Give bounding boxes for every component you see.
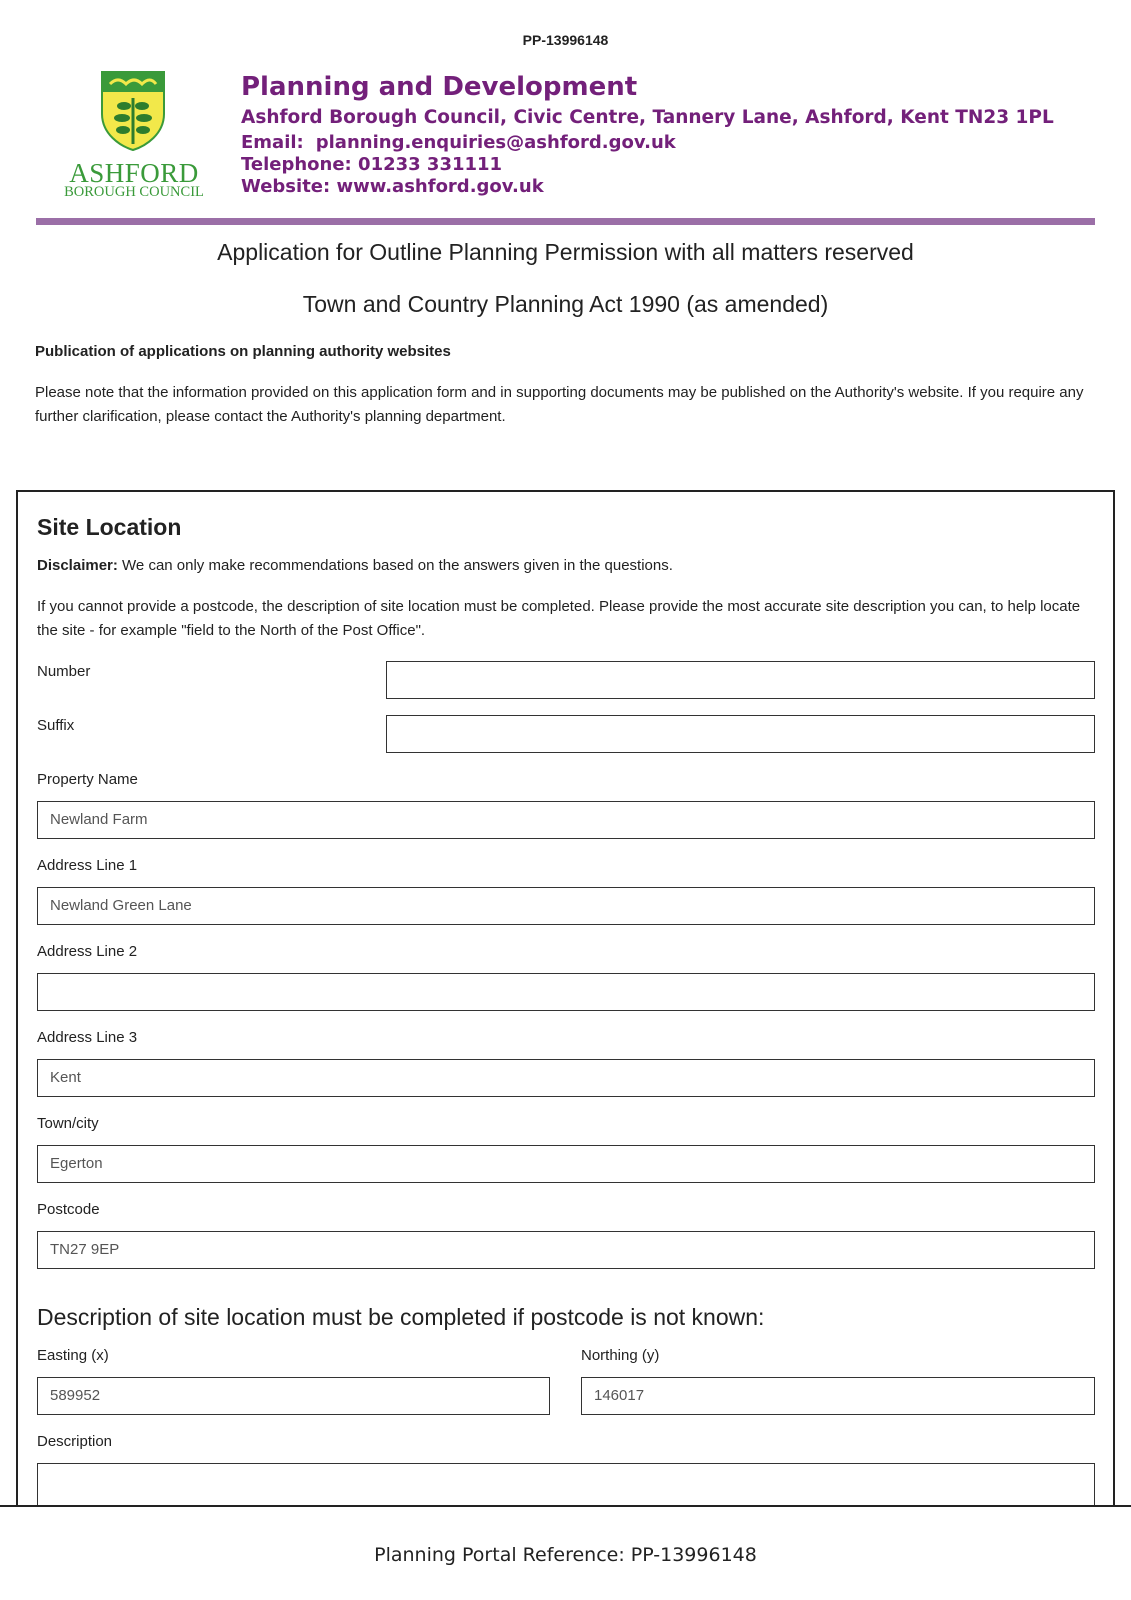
disclaimer-text: We can only make recommendations based on the answers given in the questions. [117,557,673,574]
number-label: Number [37,663,91,680]
address-line-1-field[interactable]: Newland Green Lane [37,887,1095,925]
property-name-label: Property Name [37,771,138,788]
council-logo [54,70,214,205]
logo-name: ASHFORD [69,158,199,188]
document-title: Application for Outline Planning Permission with all matters reserved [217,239,914,265]
postcode-field[interactable]: TN27 9EP [37,1231,1095,1269]
address-line-2-field[interactable] [37,973,1095,1011]
header-divider [36,218,1095,225]
document-act: Town and Country Planning Act 1990 (as amended) [302,291,829,317]
site-location-help: If you cannot provide a postcode, the description of site location must be completed. Please provide the most accurate site description you can, to help locate the site - for example "field to the North of the Post Office". [37,598,1081,639]
northing-label: Northing (y) [581,1347,660,1364]
footer-reference: Planning Portal Reference: PP-13996148 [374,1544,757,1566]
town-city-field[interactable]: Egerton [37,1145,1095,1183]
easting-label: Easting (x) [37,1347,109,1364]
telephone-number: 01233 331111 [358,154,503,175]
description-heading: Description of site location must be completed if postcode is not known: [37,1304,765,1330]
property-name-field[interactable]: Newland Farm [37,801,1095,839]
disclaimer [37,557,673,574]
publication-heading: Publication of applications on planning authority websites [35,343,451,360]
publication-text: Please note that the information provided on this application form and in supporting documents may be published on the Authority's website. If you require any further clarification, please contact the Authority's planning department. [35,384,1084,425]
easting-field[interactable]: 589952 [37,1377,550,1415]
header-address: Ashford Borough Council, Civic Centre, Tannery Lane, Ashford, Kent TN23 1PL [241,107,1054,128]
website-link[interactable]: www.ashford.gov.uk [336,176,544,197]
header-telephone-row [241,154,1054,176]
council-crest-icon [100,70,166,152]
number-field[interactable] [386,661,1095,699]
email-label: Email: [241,132,304,153]
header-email-row [241,132,1054,154]
address-line-3-label: Address Line 3 [37,1029,138,1046]
telephone-label: Telephone: [241,154,352,175]
reference-number: PP-13996148 [522,32,609,48]
disclaimer-label: Disclaimer: [37,557,118,574]
email-link[interactable]: planning.enquiries@ashford.gov.uk [315,132,676,153]
address-line-2-label: Address Line 2 [37,943,138,960]
section-title: Site Location [37,514,182,540]
suffix-label: Suffix [37,717,75,734]
address-line-1-label: Address Line 1 [37,857,138,874]
description-field[interactable] [37,1463,1095,1507]
header-website-row [241,176,1054,198]
town-city-label: Town/city [37,1115,99,1132]
address-line-3-field[interactable]: Kent [37,1059,1095,1097]
suffix-field[interactable] [386,715,1095,753]
header-title: Planning and Development [241,72,638,102]
council-header [241,70,1054,198]
northing-field[interactable]: 146017 [581,1377,1095,1415]
page-cut-line [0,1505,1131,1507]
postcode-label: Postcode [37,1201,100,1218]
website-label: Website: [241,176,331,197]
logo-subtitle: BOROUGH COUNCIL [64,184,204,200]
description-label: Description [37,1433,113,1450]
